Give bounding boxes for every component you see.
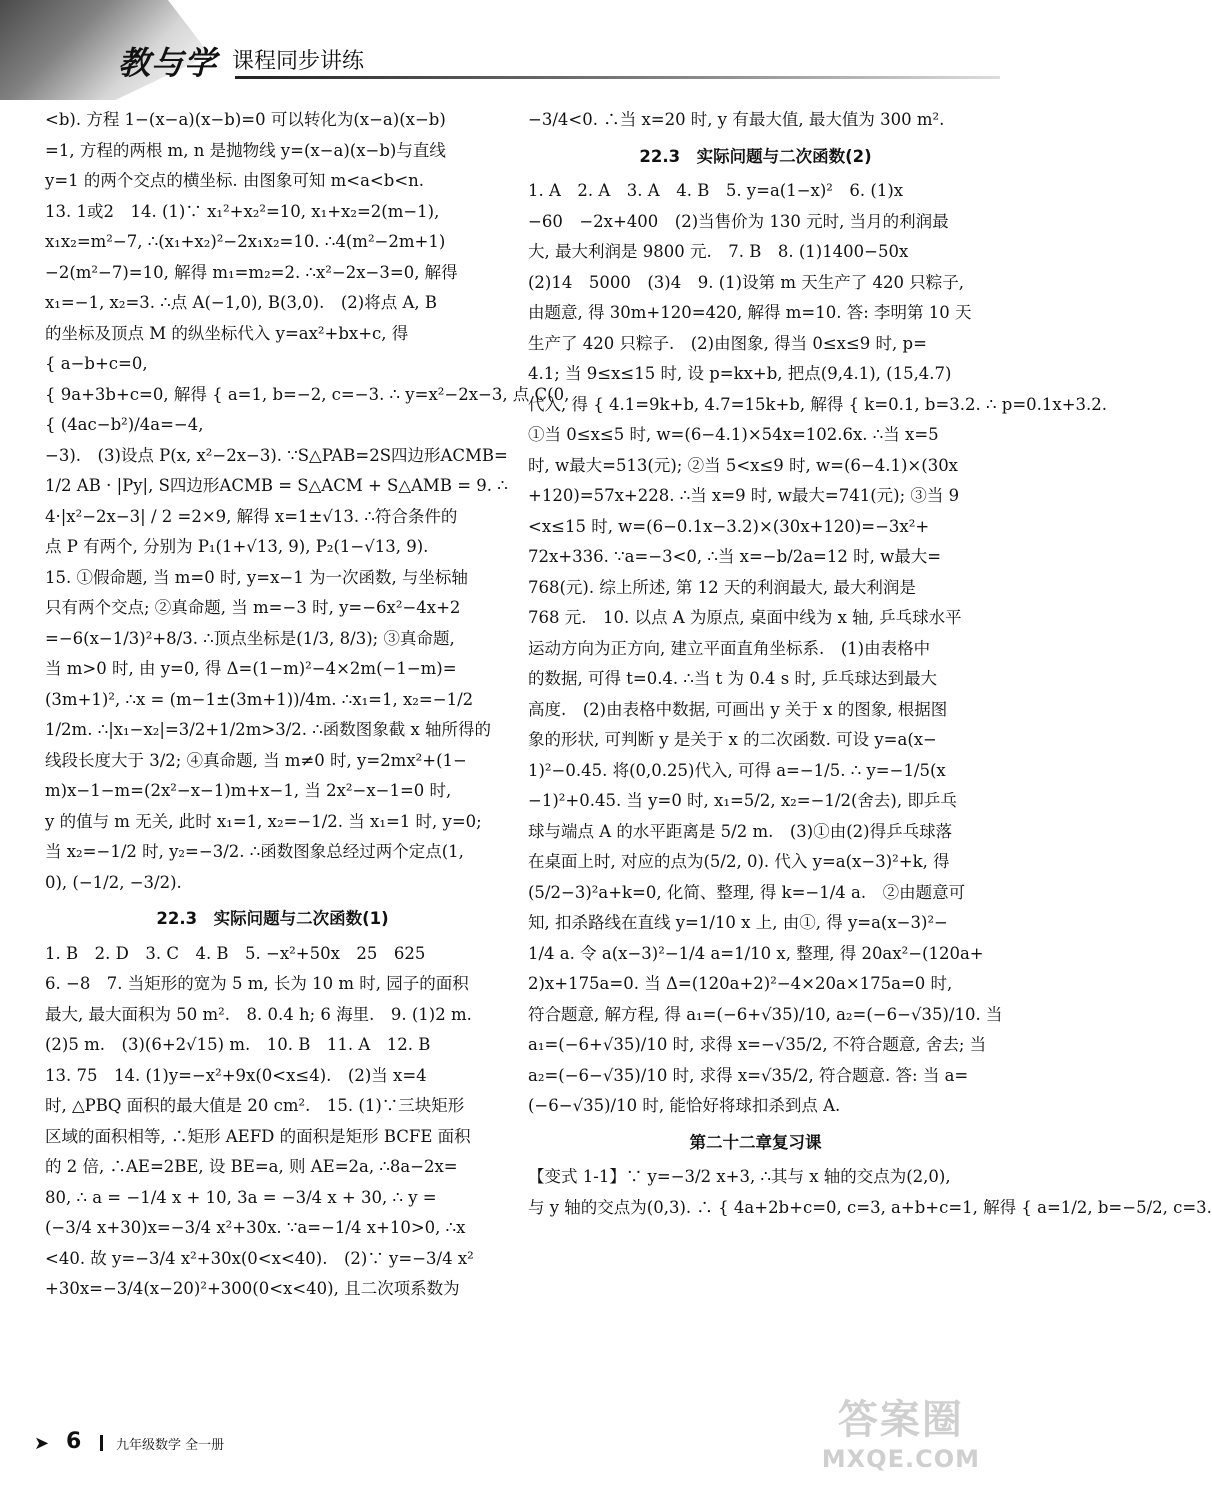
right-column (528, 105, 1212, 1223)
text-line: ①当 0≤x≤5 时, w=(6−4.1)×54x=102.6x. ∴当 x=5 (528, 425, 939, 444)
text-line: 与 y 轴的交点为(0,3). ∴ { 4a+2b+c=0, c=3, a+b+c=1, 解得 { a=1/2, b=−5/2, c=3. (528, 1197, 1212, 1217)
text-line: 1)²−0.45. 将(0,0.25)代入, 可得 a=−1/5. ∴ y=−1/5(x (528, 760, 946, 780)
text-line: 0), (−1/2, −3/2). (45, 872, 182, 892)
text-line: (2)5 m. (3)(6+2√15) m. 10. B 11. A 12. B (45, 1035, 431, 1054)
book-title: 九年级数学 全一册 (116, 1438, 225, 1453)
text-line: 运动方向为正方向, 建立平面直角坐标系. (1)由表格中 (528, 638, 931, 658)
right-answers-block-2 (528, 176, 1107, 1122)
right-answers-block (528, 105, 983, 136)
text-line: 的数据, 可得 t=0.4. ∴当 t 为 0.4 s 时, 乒乓球达到最大 (528, 669, 937, 688)
text-line: 4.1; 当 9≤x≤15 时, 设 p=kx+b, 把点(9,4.1), (15,4.7) (528, 364, 952, 383)
text-line: 1/4 a. 令 a(x−3)²−1/4 a=1/10 x, 整理, 得 20ax²−(120a+ (528, 943, 984, 963)
header-rule (235, 76, 1000, 79)
watermark-bottom: MXQE.COM (821, 1445, 980, 1473)
text-line: 1/2m. ∴|x₁−x₂|=3/2+1/2m>3/2. ∴函数图象截 x 轴所得的 (45, 720, 492, 739)
footer-arrow-icon: ➤ (34, 1433, 50, 1454)
text-line: { (4ac−b²)/4a=−4, (45, 415, 204, 434)
text-line: 【变式 1-1】∵ y=−3/2 x+3, ∴其与 x 轴的交点为(2,0), (528, 1167, 951, 1186)
text-line: 球与端点 A 的水平距离是 5/2 m. (3)①由(2)得乒乓球落 (528, 821, 953, 841)
text-line: 象的形状, 可判断 y 是关于 x 的二次函数. 可设 y=a(x− (528, 730, 937, 749)
text-line: x₁x₂=m²−7, ∴(x₁+x₂)²−2x₁x₂=10. ∴4(m²−2m+1) (45, 232, 446, 251)
text-line: 由题意, 得 30m+120=420, 解得 m=10. 答: 李明第 10 天 (528, 303, 972, 322)
text-line: 768 元. 10. 以点 A 为原点, 桌面中线为 x 轴, 乒乓球水平 (528, 608, 962, 627)
text-line: 代入, 得 { 4.1=9k+b, 4.7=15k+b, 解得 { k=0.1, b=3.2. ∴ p=0.1x+3.2. (528, 394, 1107, 414)
text-line: (5/2−3)²a+k=0, 化简、整理, 得 k=−1/4 a. ②由题意可 (528, 882, 966, 902)
text-line: 的坐标及顶点 M 的纵坐标代入 y=ax²+bx+c, 得 (45, 323, 409, 343)
text-line: 区域的面积相等, ∴矩形 AEFD 的面积是矩形 BCFE 面积 (45, 1126, 471, 1146)
text-line: 6. −8 7. 当矩形的宽为 5 m, 长为 10 m 时, 园子的面积 (45, 974, 469, 993)
left-section-title: 22.3 实际问题与二次函数(1) (156, 909, 389, 928)
text-line: 只有两个交点; ②真命题, 当 m=−3 时, y=−6x²−4x+2 (45, 598, 461, 617)
text-line: <x≤15 时, w=(6−0.1x−3.2)×(30x+120)=−3x²+ (528, 516, 930, 536)
text-line: (3m+1)², ∴x = (m−1±(3m+1))/4m. ∴x₁=1, x₂=−1/2 (45, 689, 474, 709)
text-line: 点 P 有两个, 分别为 P₁(1+√13, 9), P₂(1−√13, 9). (45, 537, 429, 556)
watermark (822, 1388, 980, 1473)
text-line: 生产了 420 只粽子. (2)由图象, 得当 0≤x≤9 时, p= (528, 333, 927, 353)
text-line: 当 x₂=−1/2 时, y₂=−3/2. ∴函数图象总经过两个定点(1, (45, 842, 464, 861)
text-line: { 9a+3b+c=0, 解得 { a=1, b=−2, c=−3. ∴ y=x²−2x−3, 点 C(0, (45, 384, 570, 404)
text-line: (2)14 5000 (3)4 9. (1)设第 m 天生产了 420 只粽子, (528, 272, 964, 292)
text-line: +30x=−3/4(x−20)²+300(0<x<40), 且二次项系数为 (45, 1279, 460, 1298)
text-line: 4·|x²−2x−3| / 2 =2×9, 解得 x=1±√13. ∴符合条件的 (45, 506, 458, 526)
text-line: x₁=−1, x₂=3. ∴点 A(−1,0), B(3,0). (2)将点 A, B (45, 293, 438, 312)
text-line: −3/4<0. ∴当 x=20 时, y 有最大值, 最大值为 300 m². (528, 110, 945, 129)
page-header (0, 0, 1000, 100)
header-logo: 教与学 (118, 44, 218, 82)
text-line: 时, w最大=513(元); ②当 5<x≤9 时, w=(6−4.1)×(30x (528, 455, 958, 475)
text-line: 符合题意, 解方程, 得 a₁=(−6+√35)/10, a₂=(−6−√35)/10. 当 (528, 1004, 1003, 1024)
text-line: 1. A 2. A 3. A 4. B 5. y=a(1−x)² 6. (1)x (528, 181, 904, 200)
text-line: 时, △PBQ 面积的最大值是 20 cm². 15. (1)∵三块矩形 (45, 1096, 465, 1115)
text-line: 当 m>0 时, 由 y=0, 得 Δ=(1−m)²−4×2m(−1−m)= (45, 659, 457, 678)
text-line: 高度. (2)由表格中数据, 可画出 y 关于 x 的图象, 根据图 (528, 699, 948, 719)
text-line: −2(m²−7)=10, 解得 m₁=m₂=2. ∴x²−2x−3=0, 解得 (45, 262, 458, 282)
text-line: (−6−√35)/10 时, 能恰好将球扣杀到点 A. (528, 1096, 841, 1115)
text-line: 72x+336. ∵a=−3<0, ∴当 x=−b/2a=12 时, w最大= (528, 547, 942, 566)
page-number: 6 (66, 1429, 82, 1454)
left-column (45, 105, 570, 1305)
text-line: −3). (3)设点 P(x, x²−2x−3). ∵S△PAB=2S四边形ACMB= (45, 445, 508, 465)
text-line: 1. B 2. D 3. C 4. B 5. −x²+50x 25 625 (45, 943, 426, 963)
text-line: 2)x+175a=0. 当 Δ=(120a+2)²−4×20a×175a=0 时, (528, 974, 953, 993)
text-line: =1, 方程的两根 m, n 是抛物线 y=(x−a)(x−b)与直线 (45, 140, 446, 160)
text-line: 最大, 最大面积为 50 m². 8. 0.4 h; 6 海里. 9. (1)2 m. (45, 1004, 472, 1024)
text-line: <40. 故 y=−3/4 x²+30x(0<x<40). (2)∵ y=−3/4 x² (45, 1248, 474, 1268)
right-answers-block-3 (528, 1162, 1212, 1223)
text-line: 的 2 倍, ∴AE=2BE, 设 BE=a, 则 AE=2a, ∴8a−2x= (45, 1157, 458, 1176)
text-line: y=1 的两个交点的横坐标. 由图象可知 m<a<b<n. (45, 171, 425, 190)
header-title: 课程同步讲练 (232, 49, 365, 74)
text-line: m)x−1−m=(2x²−x−1)m+x−1, 当 2x²−x−1=0 时, (45, 781, 452, 800)
text-line: 15. ①假命题, 当 m=0 时, y=x−1 为一次函数, 与坐标轴 (45, 567, 468, 587)
left-answers-block (45, 105, 570, 898)
text-line: −1)²+0.45. 当 y=0 时, x₁=5/2, x₂=−1/2(舍去), 即乒乓 (528, 791, 957, 810)
text-line: 1/2 AB · |Py|, S四边形ACMB = S△ACM + S△AMB = 9. ∴ (45, 476, 508, 495)
text-line: 13. 75 14. (1)y=−x²+9x(0<x≤4). (2)当 x=4 (45, 1065, 427, 1085)
text-line: 13. 1或2 14. (1)∵ x₁²+x₂²=10, x₁+x₂=2(m−1), (45, 201, 440, 221)
text-line: 80, ∴ a = −1/4 x + 10, 3a = −3/4 x + 30, ∴ y = (45, 1187, 437, 1207)
text-line: (−3/4 x+30)x=−3/4 x²+30x. ∵a=−1/4 x+10>0, ∴x (45, 1218, 466, 1237)
text-line: 在桌面上时, 对应的点为(5/2, 0). 代入 y=a(x−3)²+k, 得 (528, 852, 950, 871)
text-line: =−6(x−1/3)²+8/3. ∴顶点坐标是(1/3, 8/3); ③真命题, (45, 628, 455, 648)
right-section-title-2: 第二十二章复习课 (689, 1132, 822, 1152)
text-line: a₁=(−6+√35)/10 时, 求得 x=−√35/2, 不符合题意, 舍去; 当 (528, 1035, 987, 1054)
text-line: 大, 最大利润是 9800 元. 7. B 8. (1)1400−50x (528, 242, 909, 261)
text-line: <b). 方程 1−(x−a)(x−b)=0 可以转化为(x−a)(x−b) (45, 110, 446, 129)
text-line: 线段长度大于 3/2; ④真命题, 当 m≠0 时, y=2mx²+(1− (45, 750, 467, 770)
watermark-top: 答案圈 (837, 1397, 964, 1443)
footer-separator (100, 1435, 103, 1451)
text-line: y 的值与 m 无关, 此时 x₁=1, x₂=−1/2. 当 x₁=1 时, y=0; (45, 811, 482, 831)
text-line: +120)=57x+228. ∴当 x=9 时, w最大=741(元); ③当 9 (528, 486, 960, 505)
text-line: 768(元). 综上所述, 第 12 天的利润最大, 最大利润是 (528, 577, 916, 597)
left-answers-block-2 (45, 939, 500, 1305)
text-line: a₂=(−6−√35)/10 时, 求得 x=√35/2, 符合题意. 答: 当 a= (528, 1065, 969, 1085)
text-line: { a−b+c=0, (45, 354, 148, 373)
text-line: 知, 扣杀路线在直线 y=1/10 x 上, 由①, 得 y=a(x−3)²− (528, 913, 948, 932)
text-line: −60 −2x+400 (2)当售价为 130 元时, 当月的利润最 (528, 211, 949, 231)
right-section-title: 22.3 实际问题与二次函数(2) (639, 146, 872, 166)
